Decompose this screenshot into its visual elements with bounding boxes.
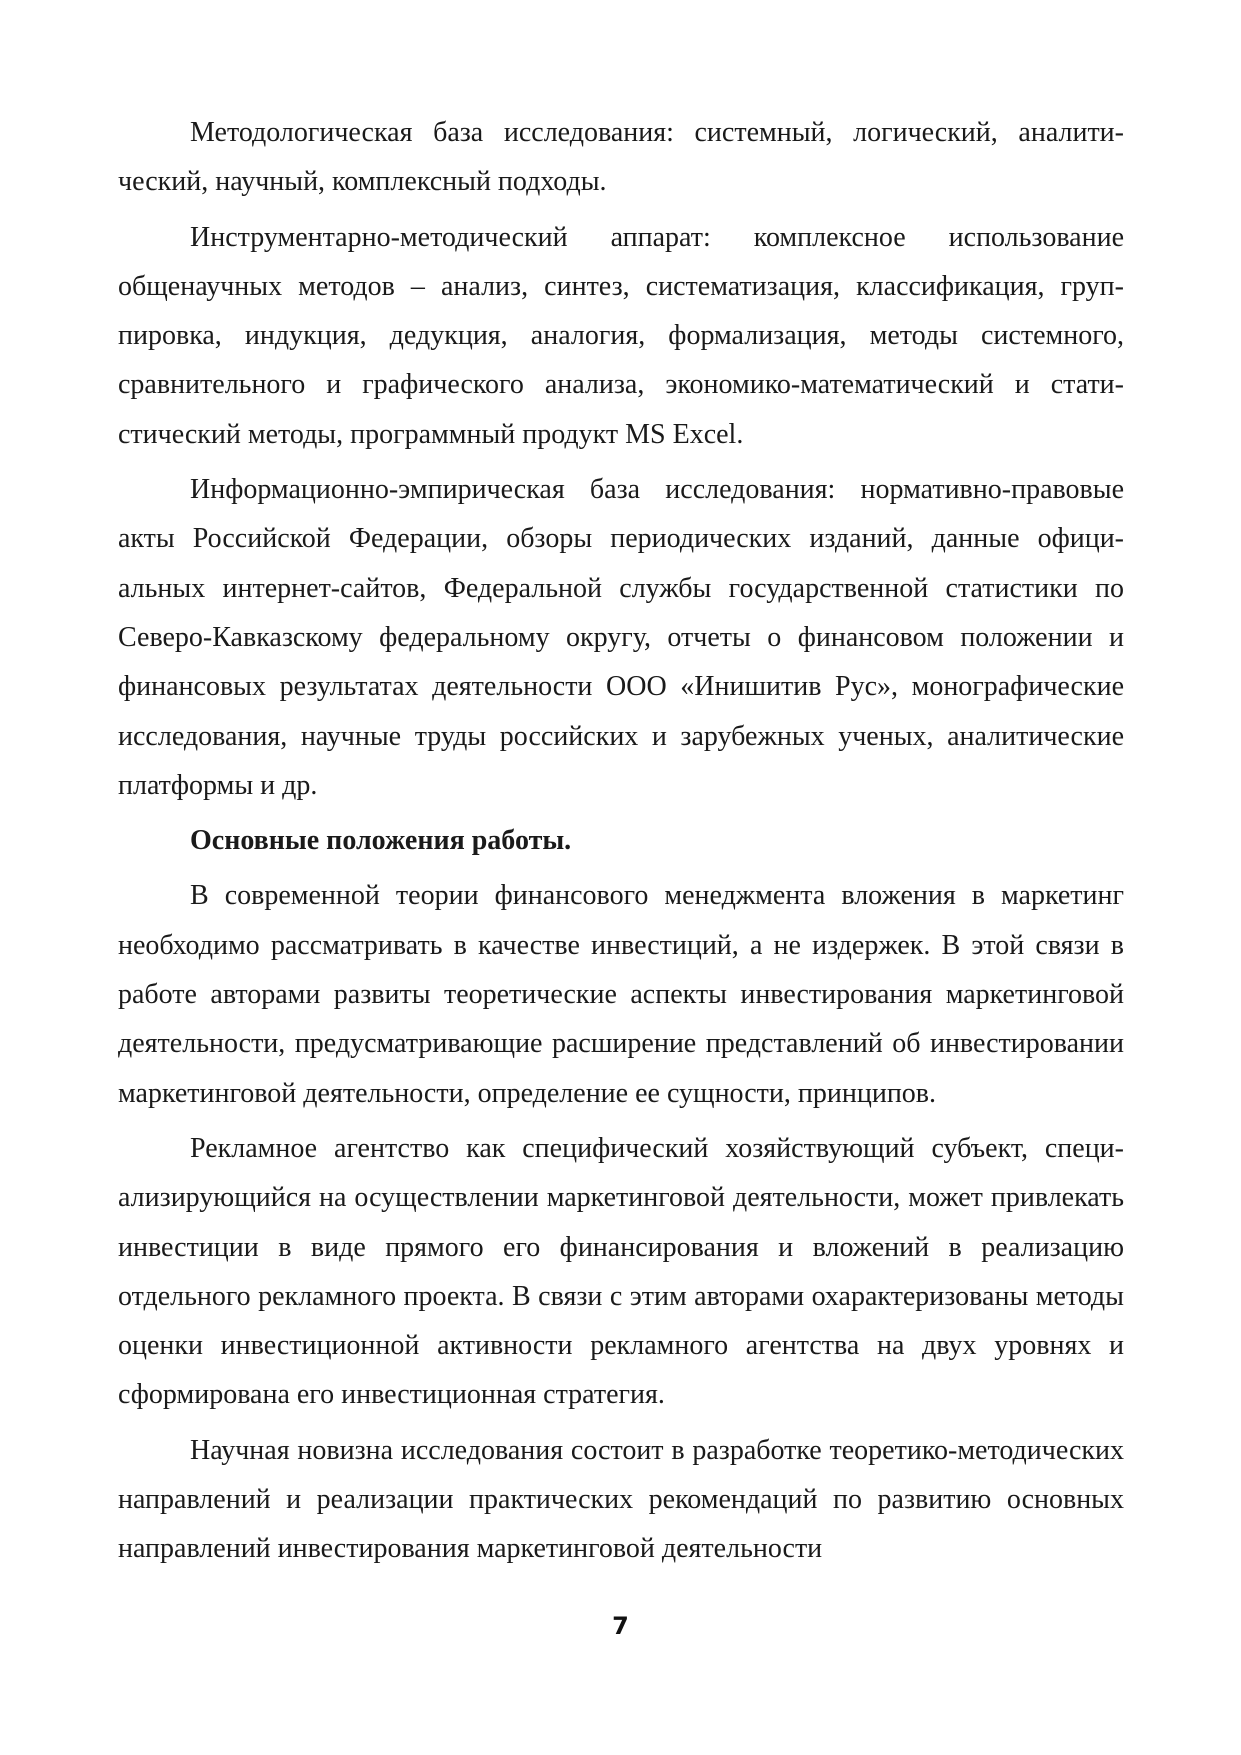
paragraph-tools: Инструментарно-методический аппарат: комплексное использование общенаучных методов – анализ, синтез, систематизация, классификация, группировка, индукция, дедукция, аналогия, формализация, методы системного, сравнительного и графического анализа, экономико-математический и статистический методы, программный продукт MS Excel. [118, 221, 1124, 450]
paragraph-methodology: Методологическая база исследования: системный, логический, аналитический, научный, комплексный подходы. [118, 117, 1124, 198]
document-body [118, 108, 1124, 1580]
page-number: 7 [612, 1612, 629, 1640]
paragraph-financial-management: В современной теории финансового менеджмента вложения в маркетинг необходимо рассматривать в качестве инвестиций, а не издержек. В этой связи в работе авторами развиты теоретические аспекты инвестирования маркетинговой деятельности, предусматривающие расширение представлений об инвестировании маркетинговой деятельности, определение ее сущности, принципов. [118, 880, 1124, 1109]
paragraph-scientific-novelty: Научная новизна исследования состоит в разработке теоретико-методических направлений и реализации практических рекомендаций по развитию основных направлений инвестирования маркетинговой деятельности [118, 1434, 1124, 1565]
paragraph-advertising-agency: Рекламное агентство как специфический хозяйствующий субъект, специализирующийся на осуществлении маркетинговой деятельности, может привлекать инвестиции в виде прямого его финансирования и вложений в реализацию отдельного рекламного проекта. В связи с этим авторами охарактеризованы методы оценки инвестиционной активности рекламного агентства на двух уровнях и сформирована его инвестиционная стратегия. [118, 1132, 1124, 1411]
section-heading-main-points: Основные положения работы. [190, 825, 572, 857]
paragraph-information-base: Информационно-эмпирическая база исследования: нормативно-правовые акты Российской Федерации, обзоры периодических изданий, данные официальных интернет-сайтов, Федеральной службы государственной статистики по Северо-Кавказскому федеральному округу, отчеты о финансовом положении и финансовых результатах деятельности ООО «Инишитив Рус», монографические исследования, научные труды российских и зарубежных ученых, аналитические платформы и др. [118, 474, 1124, 801]
